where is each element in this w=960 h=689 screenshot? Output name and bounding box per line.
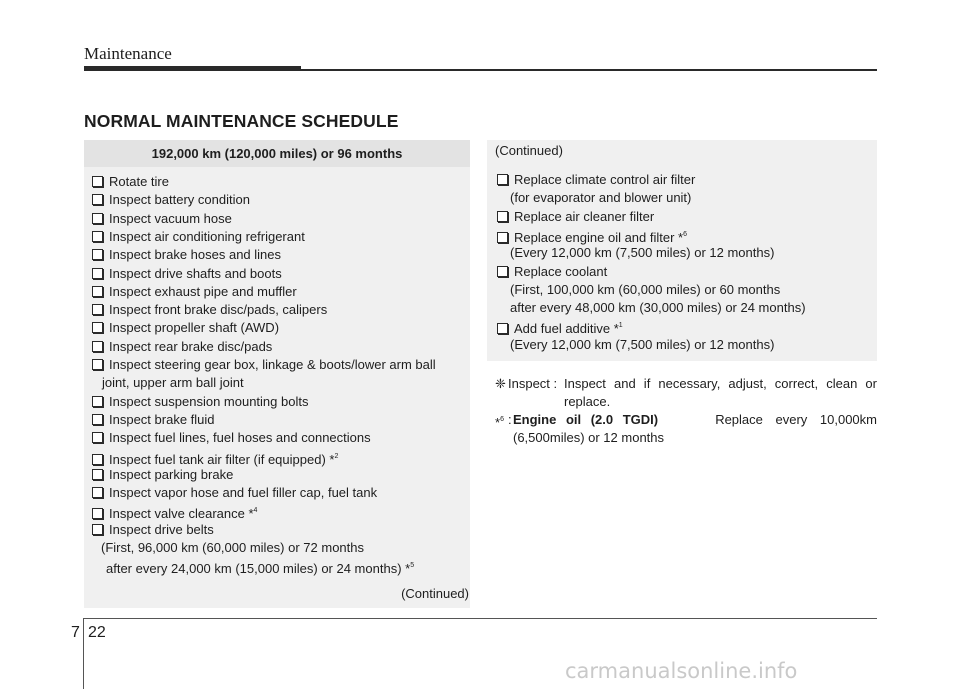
list-item: Inspect vacuum hose bbox=[92, 210, 232, 228]
list-item-continuation: (Every 12,000 km (7,500 miles) or 12 months) bbox=[510, 336, 775, 352]
checkbox-icon bbox=[92, 396, 103, 407]
note-symbol-icon: ❈ bbox=[495, 376, 506, 391]
footnote-colon: : bbox=[508, 412, 512, 427]
list-item-continuation: after every 48,000 km (30,000 miles) or 24 months) bbox=[510, 300, 806, 316]
list-item: Add fuel additive *$^1$ bbox=[497, 317, 623, 335]
checkbox-icon bbox=[92, 341, 103, 352]
list-item: Inspect battery condition bbox=[92, 191, 250, 209]
list-item: Rotate tire bbox=[92, 173, 169, 191]
inspect-note-text: Inspect and if necessary, adjust, correct, clean or bbox=[564, 376, 877, 391]
list-item: Inspect brake fluid bbox=[92, 411, 215, 429]
checkbox-icon bbox=[92, 286, 103, 297]
section-title: NORMAL MAINTENANCE SCHEDULE bbox=[84, 111, 399, 131]
schedule-interval-heading: 192,000 km (120,000 miles) or 96 months bbox=[84, 140, 470, 167]
list-item: Inspect propeller shaft (AWD) bbox=[92, 319, 279, 337]
checkbox-icon bbox=[92, 268, 103, 279]
checkbox-icon bbox=[92, 469, 103, 480]
list-item: Inspect drive belts bbox=[92, 521, 214, 539]
footnote bbox=[495, 411, 877, 447]
list-item-continuation: (for evaporator and blower unit) bbox=[510, 190, 692, 206]
list-item: Inspect parking brake bbox=[92, 466, 233, 484]
notes-block bbox=[495, 375, 877, 447]
checkbox-icon bbox=[92, 487, 103, 498]
footnote-body-text: Replace every 10,000km bbox=[715, 412, 877, 427]
list-item: Inspect suspension mounting bolts bbox=[92, 393, 308, 411]
checkbox-icon bbox=[92, 249, 103, 260]
list-item-continuation: after every 24,000 km (15,000 miles) or 24 months) *$^5$ bbox=[106, 561, 415, 577]
list-item: Replace climate control air filter bbox=[497, 171, 695, 189]
checkbox-icon bbox=[92, 322, 103, 333]
header-title: Maintenance bbox=[84, 44, 172, 63]
footnote-marker: *$^6$ bbox=[495, 415, 504, 430]
continued-label: (Continued) bbox=[401, 586, 469, 601]
list-item-continuation: (First, 100,000 km (60,000 miles) or 60 months bbox=[510, 281, 781, 297]
checkbox-icon bbox=[497, 323, 508, 334]
list-item: Inspect front brake disc/pads, calipers bbox=[92, 301, 327, 319]
list-item: Replace coolant bbox=[497, 263, 607, 281]
watermark: carmanualsonline.info bbox=[565, 659, 798, 683]
inspect-note-text-continued: replace. bbox=[564, 394, 611, 409]
checkbox-icon bbox=[92, 213, 103, 224]
list-item: Replace engine oil and filter *$^6$ bbox=[497, 226, 687, 244]
list-item: Inspect rear brake disc/pads bbox=[92, 338, 272, 356]
list-item: Inspect air conditioning refrigerant bbox=[92, 228, 305, 246]
list-item-continuation: joint, upper arm ball joint bbox=[102, 375, 244, 391]
footnote-ref: 6 bbox=[683, 230, 688, 238]
checkbox-icon bbox=[92, 176, 103, 187]
checkbox-icon bbox=[497, 174, 508, 185]
list-item-continuation: (First, 96,000 km (60,000 miles) or 72 months bbox=[101, 540, 364, 555]
list-item: Inspect valve clearance *$^4$ bbox=[92, 502, 257, 520]
list-item: Replace air cleaner filter bbox=[497, 208, 654, 226]
list-item: Inspect brake hoses and lines bbox=[92, 246, 281, 264]
list-item: Inspect exhaust pipe and muffler bbox=[92, 283, 297, 301]
checkbox-icon bbox=[497, 211, 508, 222]
section-number: 7 bbox=[71, 624, 80, 641]
checkbox-icon bbox=[92, 304, 103, 315]
header-rule-thick bbox=[84, 66, 301, 71]
footnote-bold-text: Engine oil (2.0 TGDI) bbox=[513, 412, 659, 427]
left-schedule-panel bbox=[84, 140, 470, 608]
continued-label: (Continued) bbox=[495, 143, 563, 158]
checkbox-icon bbox=[92, 414, 103, 425]
list-item: Inspect steering gear box, linkage & boots/lower arm ball bbox=[92, 356, 436, 374]
footnote-text-continued: (6,500miles) or 12 months bbox=[513, 430, 665, 445]
list-item-continuation: (Every 12,000 km (7,500 miles) or 12 months) bbox=[510, 245, 775, 261]
page-number: 22 bbox=[88, 624, 106, 641]
checkbox-icon bbox=[497, 266, 508, 277]
list-item: Inspect vapor hose and fuel filler cap, fuel tank bbox=[92, 484, 377, 502]
footer-divider bbox=[83, 618, 84, 689]
footnote-ref: 1 bbox=[618, 322, 623, 330]
checkbox-icon bbox=[92, 524, 103, 535]
list-item: Inspect drive shafts and boots bbox=[92, 265, 282, 283]
checkbox-icon bbox=[92, 454, 103, 465]
inspect-note-label: Inspect : bbox=[508, 376, 558, 391]
footnote-ref: 4 bbox=[253, 507, 258, 515]
right-schedule-panel bbox=[487, 140, 877, 361]
inspect-note bbox=[495, 375, 877, 411]
footer-rule bbox=[84, 618, 877, 619]
checkbox-icon bbox=[92, 508, 103, 519]
footnote-ref: 5 bbox=[410, 562, 415, 570]
checkbox-icon bbox=[92, 359, 103, 370]
list-item: Inspect fuel tank air filter (if equipped) *$^2$ bbox=[92, 448, 338, 466]
header-rule-thin bbox=[301, 69, 877, 71]
checkbox-icon bbox=[92, 194, 103, 205]
footnote-text bbox=[513, 411, 877, 429]
checkbox-icon bbox=[92, 231, 103, 242]
checkbox-icon bbox=[92, 432, 103, 443]
footnote-ref: 2 bbox=[334, 452, 339, 460]
list-item: Inspect fuel lines, fuel hoses and connections bbox=[92, 429, 371, 447]
checkbox-icon bbox=[497, 232, 508, 243]
